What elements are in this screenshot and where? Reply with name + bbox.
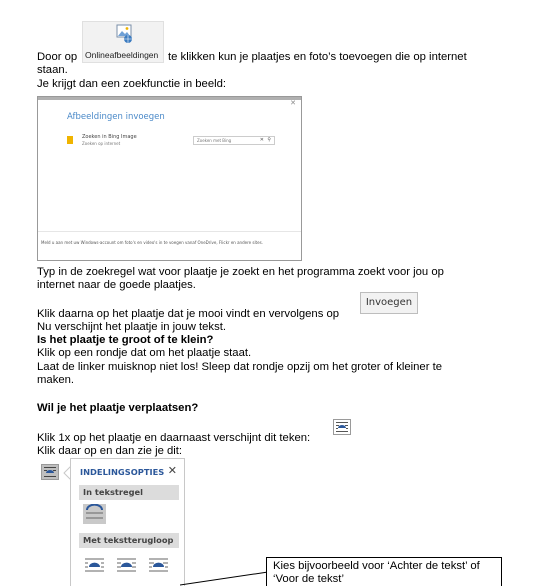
online-pictures-icon [116, 24, 134, 44]
in-line-icon [83, 504, 106, 524]
option-tight[interactable] [115, 555, 138, 575]
dialog-close-icon[interactable]: ✕ [290, 99, 296, 107]
search-placeholder: Zoeken met Bing [197, 138, 232, 143]
intro-line1-before: Door op [37, 51, 78, 63]
insert-pictures-dialog [37, 96, 302, 261]
callout-box [266, 557, 502, 586]
body-p6: Klik daar op en dan zie je dit: [37, 445, 183, 457]
section-with-wrapping: Met tekstterugloop [79, 533, 179, 548]
layout-options-panel [70, 458, 185, 586]
body-p4a: Laat de linker muisknop niet los! Sleep dat rondje opzij om het groter of kleiner te [37, 361, 443, 373]
bing-logo-icon [67, 136, 73, 144]
body-p3: Klik op een rondje dat om het plaatje staat. [37, 347, 252, 359]
wrap-square-icon [83, 555, 106, 575]
layout-options-button[interactable] [41, 464, 59, 480]
callout-line [180, 570, 270, 586]
panel-title: INDELINGSOPTIES [80, 467, 165, 477]
clear-icon[interactable]: ✕ [259, 137, 264, 143]
body-p1a: Typ in de zoekregel wat voor plaatje je zoekt en het programma zoekt voor jou op [37, 266, 444, 278]
intro-line2: staan. [37, 64, 68, 76]
search-icon[interactable]: ⚲ [267, 137, 271, 143]
insert-button[interactable]: Invoegen [360, 292, 418, 314]
body-p2b: Nu verschijnt het plaatje in jouw tekst. [37, 321, 227, 333]
bing-title: Zoeken in Bing Image [82, 134, 137, 140]
online-pictures-button[interactable] [82, 21, 164, 63]
bing-subtitle: Zoeken op internet [82, 141, 121, 146]
panel-close-icon[interactable]: ✕ [167, 464, 177, 477]
wrap-tight-icon [115, 555, 138, 575]
wrap-through-icon [147, 555, 170, 575]
dialog-title: Afbeeldingen invoegen [67, 112, 165, 122]
dialog-divider [38, 231, 301, 232]
option-in-line-with-text[interactable] [83, 504, 106, 524]
intro-line1-after: te klikken kun je plaatjes en foto’s toevoegen die op internet [168, 51, 467, 63]
bing-search-input[interactable] [193, 136, 275, 145]
heading-move: Wil je het plaatje verplaatsen? [37, 402, 199, 414]
layout-options-icon[interactable] [333, 419, 351, 435]
heading-size: Is het plaatje te groot of te klein? [37, 334, 214, 346]
body-p1b: internet naar de goede plaatjes. [37, 279, 196, 291]
body-p4b: maken. [37, 374, 75, 386]
section-in-line: In tekstregel [79, 485, 179, 500]
body-p2a: Klik daarna op het plaatje dat je mooi vindt en vervolgens op [37, 308, 340, 320]
online-pictures-label: Onlineafbeeldingen [85, 50, 159, 60]
dialog-topbar [38, 97, 301, 100]
option-square[interactable] [83, 555, 106, 575]
dialog-footer: Meld u aan met uw Windows-account om foto's en video's in te voegen vanaf OneDrive, Flickr en andere sites. [41, 240, 263, 245]
callout-line1: Kies bijvoorbeeld voor ‘Achter de tekst’ of [273, 560, 480, 572]
intro-line3: Je krijgt dan een zoekfunctie in beeld: [37, 78, 227, 90]
body-p5: Klik 1x op het plaatje en daarnaast verschijnt dit teken: [37, 432, 311, 444]
callout-line2: ‘Voor de tekst’ [273, 573, 344, 585]
option-through[interactable] [147, 555, 170, 575]
